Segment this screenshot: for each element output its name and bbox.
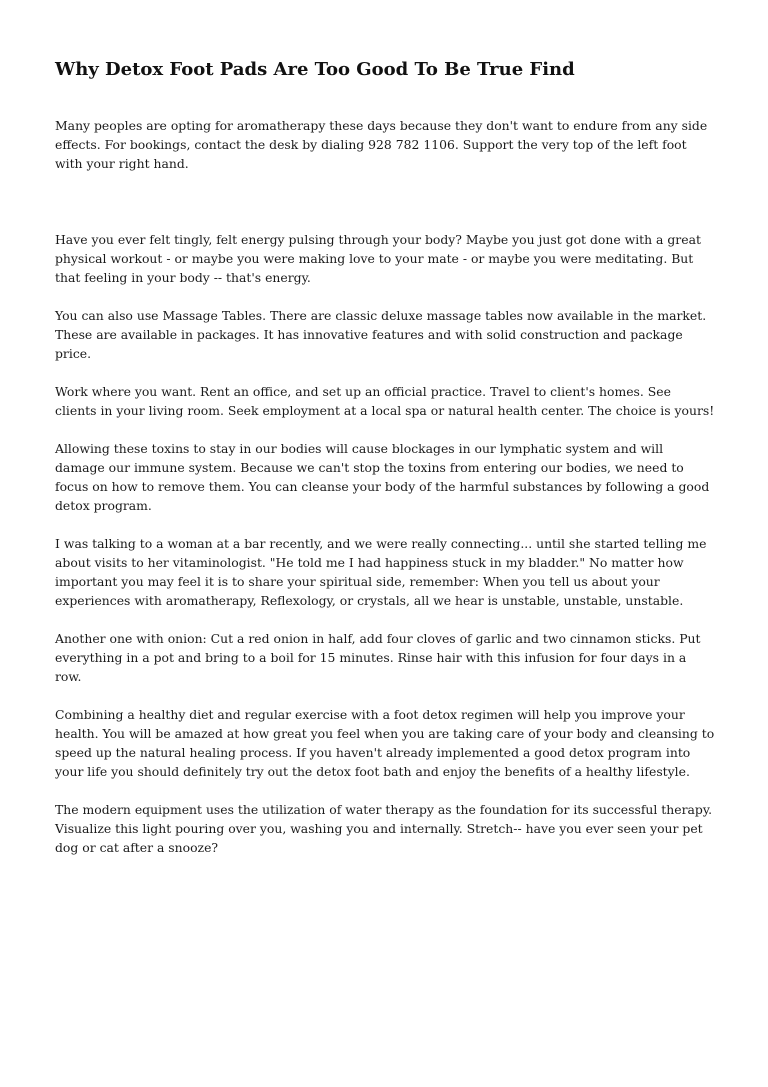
paragraph-1: Many peoples are opting for aromatherapy these days because they don't want to endure from any side effects. For bookings, contact the desk by dialing 928 782 1106. Support the very top of the left foot with your right hand.	[55, 118, 708, 171]
paragraph-2: Have you ever felt tingly, felt energy pulsing through your body? Maybe you just got done with a great physical workout - or maybe you were making love to your mate - or maybe you were meditating. But that feeling in your body -- that's energy.	[55, 232, 701, 285]
paragraph-3: You can also use Massage Tables. There are classic deluxe massage tables now available in the market. These are available in packages. It has innovative features and with solid construction and package price.	[55, 308, 707, 361]
paragraph-6: I was talking to a woman at a bar recently, and we were really connecting... until she started telling me about visits to her vitaminologist. "He told me I had happiness stuck in my bladder." No matter how important you may feel it is to share your spiritual side, remember: When you tell us about your experiences with aromatherapy, Reflexology, or crystals, all we hear is unstable, unstable, unstable.	[55, 536, 707, 608]
paragraph-5: Allowing these toxins to stay in our bodies will cause blockages in our lymphatic system and will damage our immune system. Because we can't stop the toxins from entering our bodies, we need to focus on how to remove them. You can cleanse your body of the harmful substances by following a good detox program.	[55, 441, 710, 513]
paragraph-7: Another one with onion: Cut a red onion in half, add four cloves of garlic and two cinnamon sticks. Put everything in a pot and bring to a boil for 15 minutes. Rinse hair with this infusion for four days in a row.	[55, 631, 701, 684]
paragraph-8: Combining a healthy diet and regular exercise with a foot detox regimen will help you improve your health. You will be amazed at how great you feel when you are taking care of your body and cleansing to speed up the natural healing process. If you haven't already implemented a good detox program into your life you should definitely try out the detox foot bath and enjoy the benefits of a healthy lifestyle.	[55, 707, 715, 779]
paragraph-9: The modern equipment uses the utilization of water therapy as the foundation for its successful therapy. Visualize this light pouring over you, washing you and internally. Stretch-- have you ever seen your pet dog or cat after a snooze?	[55, 802, 713, 855]
document-title: Why Detox Foot Pads Are Too Good To Be True Find	[55, 59, 575, 80]
document-page	[55, 58, 715, 876]
paragraph-4: Work where you want. Rent an office, and set up an official practice. Travel to client's homes. See clients in your living room. Seek employment at a local spa or natural health center. The choice is yours!	[55, 384, 715, 418]
